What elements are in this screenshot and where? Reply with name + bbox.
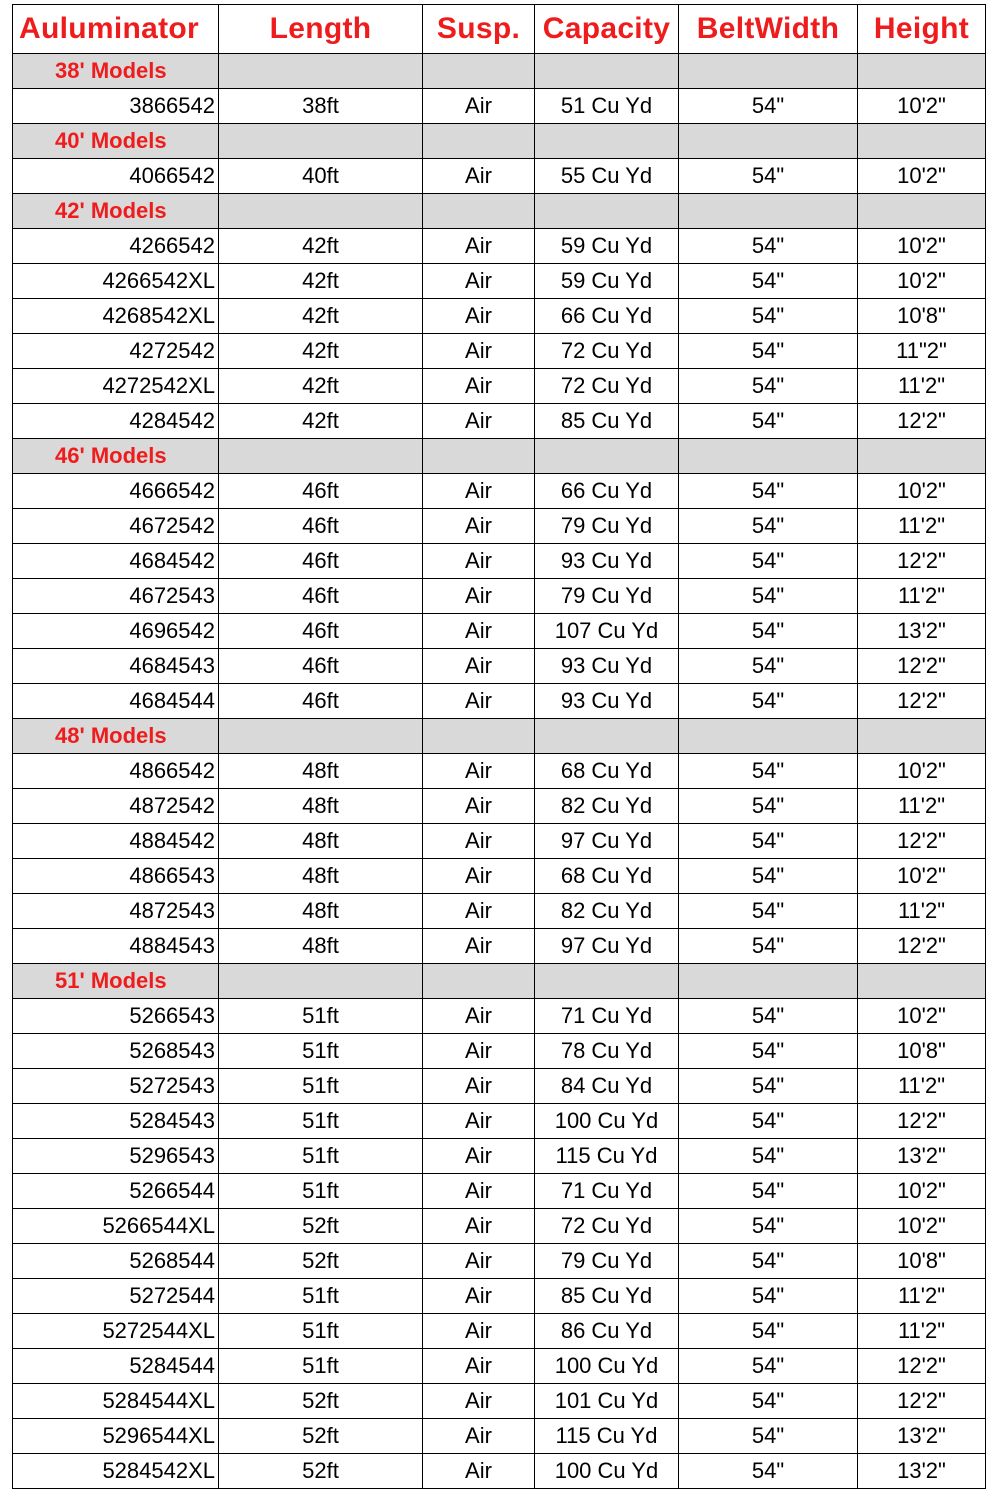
group-empty-cell — [679, 124, 858, 159]
cell-height: 12'2" — [858, 1349, 986, 1384]
cell-length: 51ft — [219, 1104, 423, 1139]
cell-suspension: Air — [423, 1104, 535, 1139]
group-empty-cell — [535, 124, 679, 159]
cell-height: 13'2" — [858, 1454, 986, 1489]
cell-suspension: Air — [423, 1069, 535, 1104]
table-row — [13, 264, 986, 299]
cell-capacity: 93 Cu Yd — [535, 649, 679, 684]
cell-length: 52ft — [219, 1384, 423, 1419]
cell-capacity: 79 Cu Yd — [535, 579, 679, 614]
group-empty-cell — [219, 54, 423, 89]
cell-capacity: 72 Cu Yd — [535, 1209, 679, 1244]
cell-length: 51ft — [219, 1349, 423, 1384]
cell-capacity: 71 Cu Yd — [535, 1174, 679, 1209]
cell-model: 4266542 — [13, 229, 219, 264]
cell-belt-width: 54" — [679, 1139, 858, 1174]
cell-height: 10'2" — [858, 89, 986, 124]
cell-capacity: 86 Cu Yd — [535, 1314, 679, 1349]
group-empty-cell — [423, 194, 535, 229]
cell-capacity: 82 Cu Yd — [535, 789, 679, 824]
cell-height: 10'2" — [858, 474, 986, 509]
cell-length: 51ft — [219, 1069, 423, 1104]
cell-suspension: Air — [423, 1384, 535, 1419]
group-empty-cell — [858, 964, 986, 999]
cell-belt-width: 54" — [679, 159, 858, 194]
group-label: 48' Models — [13, 719, 219, 754]
cell-belt-width: 54" — [679, 1244, 858, 1279]
cell-height: 10'2" — [858, 1174, 986, 1209]
table-row — [13, 579, 986, 614]
cell-capacity: 84 Cu Yd — [535, 1069, 679, 1104]
cell-capacity: 100 Cu Yd — [535, 1349, 679, 1384]
cell-belt-width: 54" — [679, 929, 858, 964]
cell-length: 46ft — [219, 579, 423, 614]
cell-height: 13'2" — [858, 1419, 986, 1454]
group-empty-cell — [535, 439, 679, 474]
group-empty-cell — [219, 439, 423, 474]
cell-length: 38ft — [219, 89, 423, 124]
cell-capacity: 97 Cu Yd — [535, 929, 679, 964]
cell-capacity: 68 Cu Yd — [535, 754, 679, 789]
cell-capacity: 100 Cu Yd — [535, 1104, 679, 1139]
cell-model: 4696542 — [13, 614, 219, 649]
cell-length: 48ft — [219, 754, 423, 789]
cell-belt-width: 54" — [679, 859, 858, 894]
table-row — [13, 1034, 986, 1069]
cell-height: 12'2" — [858, 1104, 986, 1139]
header-length: Length — [219, 5, 423, 54]
cell-suspension: Air — [423, 1244, 535, 1279]
cell-height: 10'2" — [858, 754, 986, 789]
cell-suspension: Air — [423, 894, 535, 929]
cell-belt-width: 54" — [679, 614, 858, 649]
header-row — [13, 5, 986, 54]
cell-length: 48ft — [219, 789, 423, 824]
cell-model: 5266544XL — [13, 1209, 219, 1244]
cell-model: 4884542 — [13, 824, 219, 859]
cell-model: 3866542 — [13, 89, 219, 124]
table-row — [13, 299, 986, 334]
table-row — [13, 824, 986, 859]
table-row — [13, 1349, 986, 1384]
cell-height: 11'2" — [858, 579, 986, 614]
group-label: 51' Models — [13, 964, 219, 999]
cell-model: 5296544XL — [13, 1419, 219, 1454]
table-row — [13, 334, 986, 369]
cell-suspension: Air — [423, 1139, 535, 1174]
cell-length: 46ft — [219, 474, 423, 509]
cell-suspension: Air — [423, 369, 535, 404]
cell-model: 4672543 — [13, 579, 219, 614]
cell-suspension: Air — [423, 404, 535, 439]
cell-capacity: 55 Cu Yd — [535, 159, 679, 194]
cell-belt-width: 54" — [679, 649, 858, 684]
cell-capacity: 97 Cu Yd — [535, 824, 679, 859]
table-row — [13, 474, 986, 509]
cell-suspension: Air — [423, 264, 535, 299]
table-row — [13, 1139, 986, 1174]
table-row — [13, 1454, 986, 1489]
cell-capacity: 93 Cu Yd — [535, 684, 679, 719]
cell-height: 10'2" — [858, 1209, 986, 1244]
cell-suspension: Air — [423, 1454, 535, 1489]
cell-length: 48ft — [219, 894, 423, 929]
group-empty-cell — [858, 719, 986, 754]
cell-belt-width: 54" — [679, 1349, 858, 1384]
cell-suspension: Air — [423, 579, 535, 614]
cell-suspension: Air — [423, 1034, 535, 1069]
cell-length: 52ft — [219, 1244, 423, 1279]
cell-length: 51ft — [219, 1139, 423, 1174]
cell-suspension: Air — [423, 999, 535, 1034]
cell-model: 5272544XL — [13, 1314, 219, 1349]
cell-capacity: 82 Cu Yd — [535, 894, 679, 929]
cell-length: 52ft — [219, 1209, 423, 1244]
cell-length: 52ft — [219, 1454, 423, 1489]
table-row — [13, 1174, 986, 1209]
cell-belt-width: 54" — [679, 369, 858, 404]
group-empty-cell — [535, 194, 679, 229]
group-label: 42' Models — [13, 194, 219, 229]
cell-length: 48ft — [219, 859, 423, 894]
cell-height: 10'2" — [858, 159, 986, 194]
header-height: Height — [858, 5, 986, 54]
cell-suspension: Air — [423, 929, 535, 964]
group-empty-cell — [858, 439, 986, 474]
cell-model: 5284544 — [13, 1349, 219, 1384]
table-row — [13, 614, 986, 649]
cell-length: 42ft — [219, 404, 423, 439]
cell-belt-width: 54" — [679, 579, 858, 614]
cell-height: 12'2" — [858, 929, 986, 964]
cell-belt-width: 54" — [679, 474, 858, 509]
header-capacity: Capacity — [535, 5, 679, 54]
group-empty-cell — [219, 124, 423, 159]
group-label: 38' Models — [13, 54, 219, 89]
group-empty-cell — [423, 719, 535, 754]
cell-length: 51ft — [219, 1314, 423, 1349]
cell-length: 42ft — [219, 264, 423, 299]
cell-model: 4672542 — [13, 509, 219, 544]
cell-suspension: Air — [423, 299, 535, 334]
cell-capacity: 59 Cu Yd — [535, 264, 679, 299]
cell-capacity: 115 Cu Yd — [535, 1419, 679, 1454]
cell-model: 4872543 — [13, 894, 219, 929]
cell-height: 12'2" — [858, 1384, 986, 1419]
group-header-row — [13, 964, 986, 999]
header-suspension: Susp. — [423, 5, 535, 54]
cell-belt-width: 54" — [679, 894, 858, 929]
group-empty-cell — [535, 719, 679, 754]
group-empty-cell — [858, 54, 986, 89]
header-model: Auluminator — [13, 5, 219, 54]
table-body — [13, 54, 986, 1489]
cell-belt-width: 54" — [679, 1174, 858, 1209]
cell-capacity: 78 Cu Yd — [535, 1034, 679, 1069]
group-header-row — [13, 124, 986, 159]
group-empty-cell — [423, 124, 535, 159]
cell-height: 10'2" — [858, 999, 986, 1034]
cell-model: 4266542XL — [13, 264, 219, 299]
cell-capacity: 71 Cu Yd — [535, 999, 679, 1034]
table-row — [13, 859, 986, 894]
cell-model: 5266543 — [13, 999, 219, 1034]
cell-length: 46ft — [219, 649, 423, 684]
cell-capacity: 66 Cu Yd — [535, 474, 679, 509]
cell-model: 4272542 — [13, 334, 219, 369]
cell-height: 11'2" — [858, 369, 986, 404]
cell-capacity: 72 Cu Yd — [535, 369, 679, 404]
cell-height: 11'2" — [858, 1279, 986, 1314]
cell-capacity: 100 Cu Yd — [535, 1454, 679, 1489]
group-empty-cell — [679, 439, 858, 474]
cell-capacity: 51 Cu Yd — [535, 89, 679, 124]
table-row — [13, 1244, 986, 1279]
cell-model: 4284542 — [13, 404, 219, 439]
group-empty-cell — [219, 964, 423, 999]
cell-suspension: Air — [423, 1349, 535, 1384]
cell-height: 12'2" — [858, 684, 986, 719]
cell-belt-width: 54" — [679, 1034, 858, 1069]
cell-capacity: 107 Cu Yd — [535, 614, 679, 649]
cell-length: 46ft — [219, 684, 423, 719]
cell-belt-width: 54" — [679, 544, 858, 579]
table-row — [13, 1209, 986, 1244]
cell-suspension: Air — [423, 1174, 535, 1209]
group-empty-cell — [679, 194, 858, 229]
cell-height: 11'2" — [858, 509, 986, 544]
group-empty-cell — [219, 194, 423, 229]
group-header-row — [13, 719, 986, 754]
cell-belt-width: 54" — [679, 684, 858, 719]
group-empty-cell — [679, 964, 858, 999]
cell-model: 4684542 — [13, 544, 219, 579]
table-row — [13, 404, 986, 439]
cell-belt-width: 54" — [679, 509, 858, 544]
group-empty-cell — [423, 439, 535, 474]
group-empty-cell — [679, 54, 858, 89]
cell-capacity: 93 Cu Yd — [535, 544, 679, 579]
cell-belt-width: 54" — [679, 1384, 858, 1419]
table-row — [13, 544, 986, 579]
cell-model: 5296543 — [13, 1139, 219, 1174]
table-row — [13, 754, 986, 789]
cell-belt-width: 54" — [679, 1314, 858, 1349]
cell-capacity: 72 Cu Yd — [535, 334, 679, 369]
cell-belt-width: 54" — [679, 824, 858, 859]
cell-length: 42ft — [219, 229, 423, 264]
cell-belt-width: 54" — [679, 1279, 858, 1314]
cell-suspension: Air — [423, 859, 535, 894]
cell-belt-width: 54" — [679, 1209, 858, 1244]
group-empty-cell — [423, 54, 535, 89]
cell-length: 40ft — [219, 159, 423, 194]
table-row — [13, 789, 986, 824]
table-row — [13, 1279, 986, 1314]
cell-length: 42ft — [219, 369, 423, 404]
cell-length: 46ft — [219, 509, 423, 544]
table-row — [13, 684, 986, 719]
table-row — [13, 369, 986, 404]
cell-suspension: Air — [423, 684, 535, 719]
cell-belt-width: 54" — [679, 789, 858, 824]
cell-suspension: Air — [423, 544, 535, 579]
cell-model: 4884543 — [13, 929, 219, 964]
cell-height: 11'2" — [858, 1069, 986, 1104]
group-header-row — [13, 194, 986, 229]
cell-belt-width: 54" — [679, 999, 858, 1034]
table-row — [13, 509, 986, 544]
group-empty-cell — [858, 194, 986, 229]
cell-belt-width: 54" — [679, 1419, 858, 1454]
cell-suspension: Air — [423, 1419, 535, 1454]
cell-suspension: Air — [423, 1314, 535, 1349]
cell-capacity: 66 Cu Yd — [535, 299, 679, 334]
cell-belt-width: 54" — [679, 1454, 858, 1489]
group-empty-cell — [423, 964, 535, 999]
cell-suspension: Air — [423, 1209, 535, 1244]
cell-height: 13'2" — [858, 1139, 986, 1174]
cell-model: 5272544 — [13, 1279, 219, 1314]
cell-capacity: 115 Cu Yd — [535, 1139, 679, 1174]
cell-length: 48ft — [219, 929, 423, 964]
cell-length: 42ft — [219, 334, 423, 369]
table-row — [13, 1069, 986, 1104]
cell-length: 51ft — [219, 999, 423, 1034]
cell-belt-width: 54" — [679, 1069, 858, 1104]
cell-model: 5268543 — [13, 1034, 219, 1069]
cell-capacity: 101 Cu Yd — [535, 1384, 679, 1419]
cell-capacity: 85 Cu Yd — [535, 1279, 679, 1314]
cell-capacity: 68 Cu Yd — [535, 859, 679, 894]
group-empty-cell — [535, 54, 679, 89]
cell-length: 51ft — [219, 1279, 423, 1314]
cell-belt-width: 54" — [679, 404, 858, 439]
cell-length: 51ft — [219, 1034, 423, 1069]
group-empty-cell — [679, 719, 858, 754]
cell-belt-width: 54" — [679, 334, 858, 369]
cell-suspension: Air — [423, 824, 535, 859]
cell-belt-width: 54" — [679, 754, 858, 789]
header-belt-width: BeltWidth — [679, 5, 858, 54]
cell-belt-width: 54" — [679, 89, 858, 124]
cell-height: 11'2" — [858, 789, 986, 824]
model-spec-table — [12, 4, 986, 1489]
cell-model: 5284543 — [13, 1104, 219, 1139]
table-row — [13, 649, 986, 684]
cell-height: 13'2" — [858, 614, 986, 649]
table-row — [13, 929, 986, 964]
group-empty-cell — [858, 124, 986, 159]
table-row — [13, 1104, 986, 1139]
cell-model: 5284542XL — [13, 1454, 219, 1489]
cell-model: 5268544 — [13, 1244, 219, 1279]
cell-height: 10'8" — [858, 299, 986, 334]
cell-length: 46ft — [219, 614, 423, 649]
cell-model: 4866543 — [13, 859, 219, 894]
cell-belt-width: 54" — [679, 229, 858, 264]
table-row — [13, 1314, 986, 1349]
table-row — [13, 159, 986, 194]
cell-length: 52ft — [219, 1419, 423, 1454]
cell-suspension: Air — [423, 509, 535, 544]
cell-suspension: Air — [423, 1279, 535, 1314]
cell-model: 5266544 — [13, 1174, 219, 1209]
cell-capacity: 85 Cu Yd — [535, 404, 679, 439]
cell-capacity: 79 Cu Yd — [535, 1244, 679, 1279]
cell-model: 4268542XL — [13, 299, 219, 334]
cell-capacity: 59 Cu Yd — [535, 229, 679, 264]
cell-suspension: Air — [423, 229, 535, 264]
cell-model: 4872542 — [13, 789, 219, 824]
cell-length: 42ft — [219, 299, 423, 334]
cell-height: 11'2" — [858, 894, 986, 929]
cell-height: 11'2" — [858, 1314, 986, 1349]
cell-height: 11"2" — [858, 334, 986, 369]
cell-height: 12'2" — [858, 824, 986, 859]
group-label: 46' Models — [13, 439, 219, 474]
cell-belt-width: 54" — [679, 1104, 858, 1139]
cell-suspension: Air — [423, 334, 535, 369]
table-row — [13, 1419, 986, 1454]
cell-model: 5272543 — [13, 1069, 219, 1104]
table-row — [13, 229, 986, 264]
group-label: 40' Models — [13, 124, 219, 159]
cell-model: 5284544XL — [13, 1384, 219, 1419]
table-row — [13, 894, 986, 929]
cell-capacity: 79 Cu Yd — [535, 509, 679, 544]
cell-model: 4684544 — [13, 684, 219, 719]
cell-height: 10'8" — [858, 1034, 986, 1069]
cell-belt-width: 54" — [679, 299, 858, 334]
cell-model: 4272542XL — [13, 369, 219, 404]
table-row — [13, 1384, 986, 1419]
cell-length: 46ft — [219, 544, 423, 579]
table-row — [13, 999, 986, 1034]
cell-height: 12'2" — [858, 544, 986, 579]
group-empty-cell — [219, 719, 423, 754]
group-header-row — [13, 54, 986, 89]
cell-height: 10'2" — [858, 859, 986, 894]
cell-suspension: Air — [423, 789, 535, 824]
group-empty-cell — [535, 964, 679, 999]
cell-suspension: Air — [423, 614, 535, 649]
cell-suspension: Air — [423, 159, 535, 194]
cell-height: 12'2" — [858, 649, 986, 684]
cell-model: 4666542 — [13, 474, 219, 509]
table-row — [13, 89, 986, 124]
group-header-row — [13, 439, 986, 474]
cell-height: 12'2" — [858, 404, 986, 439]
cell-model: 4684543 — [13, 649, 219, 684]
cell-height: 10'2" — [858, 229, 986, 264]
cell-length: 51ft — [219, 1174, 423, 1209]
cell-model: 4866542 — [13, 754, 219, 789]
cell-belt-width: 54" — [679, 264, 858, 299]
cell-height: 10'8" — [858, 1244, 986, 1279]
cell-suspension: Air — [423, 474, 535, 509]
cell-length: 48ft — [219, 824, 423, 859]
cell-height: 10'2" — [858, 264, 986, 299]
cell-suspension: Air — [423, 649, 535, 684]
cell-suspension: Air — [423, 89, 535, 124]
cell-model: 4066542 — [13, 159, 219, 194]
cell-suspension: Air — [423, 754, 535, 789]
